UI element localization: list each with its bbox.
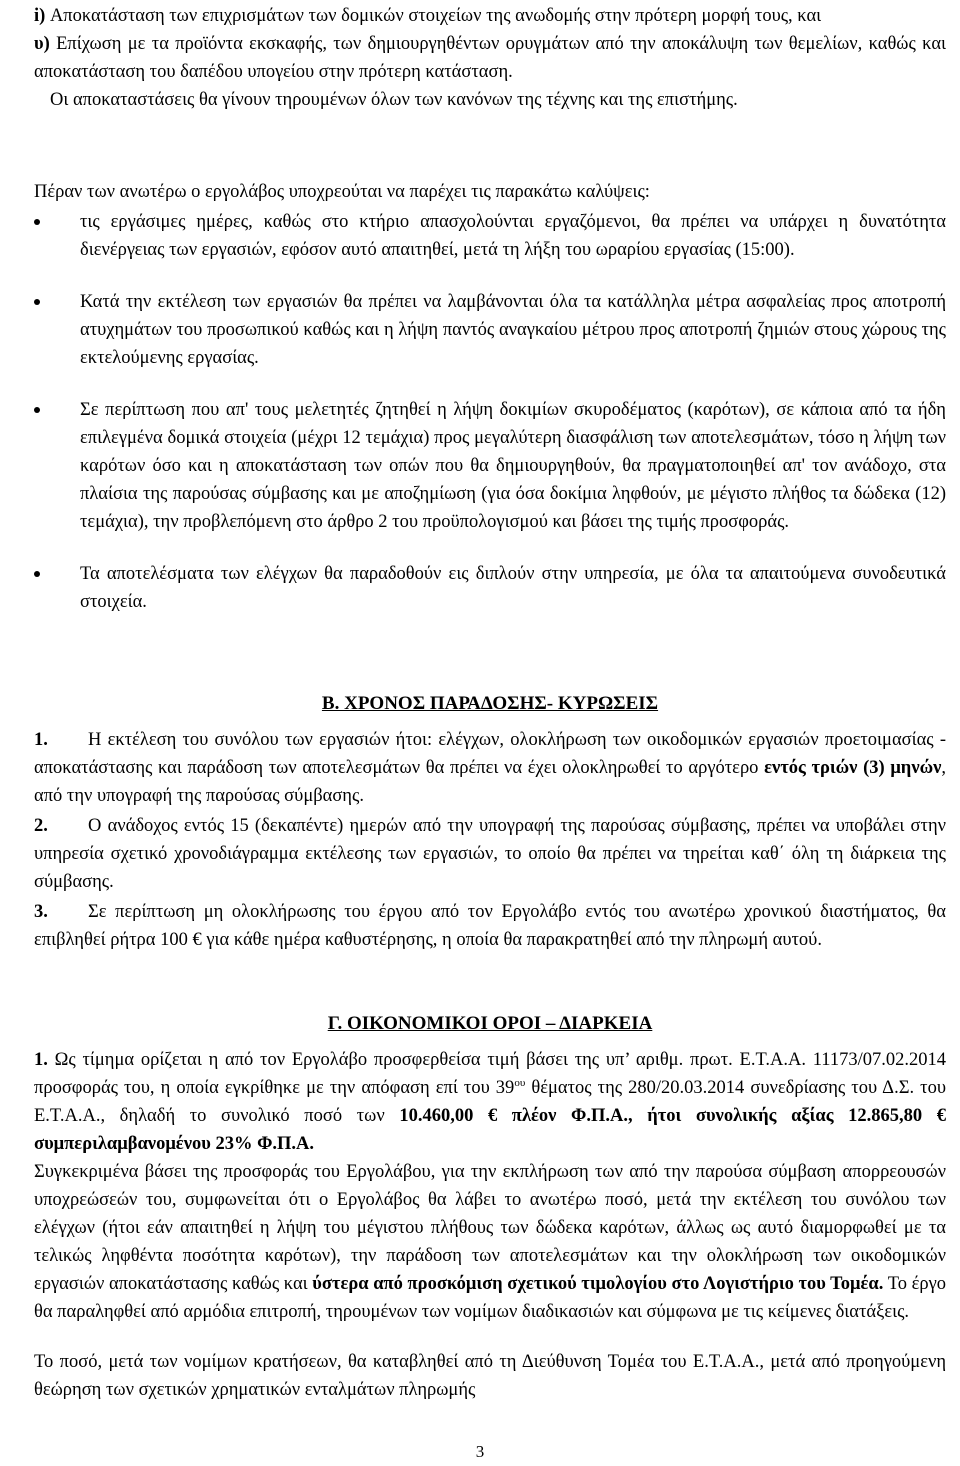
item-number: 1. bbox=[34, 1050, 48, 1070]
item-number: 1. bbox=[34, 730, 48, 750]
bullet-text: Σε περίπτωση που απ' τους μελετητές ζητηθεί η λήψη δοκιμίων σκυροδέματος (καρότων), σε κάποια από τα ήδη επιλεγμένα δομικά στοιχεία (μέχρι 12 τεμάχια) προς μεγαλύτερη διασφάλιση των αποτελεσμάτων, τόσο η λήψη των καρότων όσο και η αποκατάσταση των οπών που θα δημιουργηθούν, θα πραγματοποιηθεί απ' τον ανάδοχο, στα πλαίσια της παρούσας σύμβασης και με αποζημίωση (για όσα δοκίμια ληφθούν, με μέγιστο πλήθος τα δώδεκα (12) τεμάχια), την προβλεπόμενη στο άρθρο 2 του προϋπολογισμού και βάσει της τιμής προσφοράς. bbox=[80, 400, 946, 532]
section-b bbox=[34, 690, 946, 954]
section-c bbox=[34, 1010, 946, 1404]
section-c-item-1: 1. Ως τίμημα ορίζεται η από τον Εργολάβο προσφερθείσα τιμή βάσει της υπ’ αριθμ. πρωτ. Ε.Τ.Α.Α. 11173/07.02.2014 προσφοράς του, η οποία εγκρίθηκε με την απόφαση επί του $39^{o\upsilon}$ θέματος της 280/20.03.2014 συνεδρίασης του Δ.Σ. του Ε.Τ.Α.Α., δηλαδή το συνολικό ποσό των 10.460,00 € πλέον Φ.Π.Α., ήτοι συνολικής αξίας 12.865,80 € συμπεριλαμβανομένου 23% Φ.Π.Α. bbox=[34, 1050, 947, 1154]
restoration-note: Οι αποκαταστάσεις θα γίνουν τηρουμένων όλων των κανόνων της τέχνης και της επιστήμης. bbox=[50, 90, 738, 110]
bullet-item bbox=[34, 288, 946, 372]
ordinal-suffix: ου bbox=[514, 1076, 526, 1089]
invoice-emphasis: ύστερα από προσκόμιση σχετικού τιμολογίου στο Λογιστήριο του Τομέα. bbox=[312, 1274, 884, 1294]
page-number: 3 bbox=[475, 1442, 485, 1461]
bullet-text: τις εργάσιμες ημέρες, καθώς στο κτήριο απασχολούνται εργαζόμενοι, θα πρέπει να υπάρχει η δυνατότητα διενέργειας των εργασιών, εφόσον αυτό απαιτηθεί, μετά τη λήξη του ωραρίου εργασίας (15:00). bbox=[80, 212, 946, 260]
item-i-text: Αποκατάσταση των επιχρισμάτων των δομικών στοιχείων της ανωδομής στην πρότερη μορφή τους, και bbox=[49, 6, 822, 26]
item-i-label: i) bbox=[34, 6, 46, 26]
bullet-item bbox=[34, 208, 946, 264]
bullet-icon bbox=[34, 407, 40, 413]
item-u-text: Επίχωση με τα προϊόντα εκσκαφής, των δημιουργηθέντων ορυγμάτων από την αποκάλυψη των θεμελίων, καθώς και αποκατάσταση του δαπέδου υπογείου στην πρότερη κατάσταση. bbox=[34, 34, 946, 82]
bullet-icon bbox=[34, 219, 40, 225]
top-items bbox=[34, 2, 946, 114]
price-emphasis: 10.460,00 € πλέον Φ.Π.Α., ήτοι συνολικής αξίας 12.865,80 € συμπεριλαμβανομένου 23% Φ.Π.Α. bbox=[34, 1106, 947, 1154]
obligations-intro: Πέραν των ανωτέρω ο εργολάβος υποχρεούται να παρέχει τις παρακάτω καλύψεις: bbox=[34, 182, 650, 202]
section-c-title: Γ. ΟΙΚΟΝΟΜΙΚΟΙ ΟΡΟΙ – ΔΙΑΡΚΕΙΑ bbox=[327, 1013, 653, 1034]
section-b-title: Β. ΧΡΟΝΟΣ ΠΑΡΑΔΟΣΗΣ- ΚΥΡΩΣΕΙΣ bbox=[321, 693, 659, 714]
item-i bbox=[34, 2, 946, 30]
bullet-icon bbox=[34, 299, 40, 305]
deadline-emphasis: εντός τριών (3) μηνών bbox=[764, 758, 942, 778]
bullet-icon bbox=[34, 571, 40, 577]
bullet-text: Κατά την εκτέλεση των εργασιών θα πρέπει να λαμβάνονται όλα τα κατάλληλα μέτρα ασφαλείας προς αποτροπή ατυχημάτων του προσωπικού καθώς και η λήψη παντός αναγκαίου μέτρου προς αποτροπή ζημιών στους χώρους της εκτελούμενης εργασίας. bbox=[80, 292, 946, 368]
section-b-item-2: 2. Ο ανάδοχος εντός 15 (δεκαπέντε) ημερών από την υπογραφή της παρούσας σύμβασης, πρέπει να υποβάλει στην υπηρεσία σχετικό χρονοδιάγραμμα εκτέλεσης των εργασιών, το οποίο θα πρέπει να τηρείται καθ΄ όλη τη διάρκεια της σύμβασης. bbox=[34, 812, 946, 896]
bullet-item bbox=[34, 396, 946, 536]
section-b-item-3: 3. Σε περίπτωση μη ολοκλήρωσης του έργου από τον Εργολάβο εντός του ανωτέρω χρονικού διαστήματος, θα επιβληθεί ρήτρα 100 € για κάθε ημέρα καθυστέρησης, η οποία θα παρακρατηθεί από την πληρωμή αυτού. bbox=[34, 898, 946, 954]
section-b-item-1: 1. Η εκτέλεση του συνόλου των εργασιών ήτοι: ελέγχων, ολοκλήρωση των οικοδομικών εργασιών προετοιμασίας - αποκατάστασης και παράδοση των αποτελεσμάτων θα πρέπει να έχει ολοκληρωθεί το αργότερο εντός τριών (3) μηνών, από την υπογραφή της παρούσας σύμβασης. bbox=[34, 726, 946, 810]
item-u-label: υ) bbox=[34, 34, 50, 54]
item-number: 3. bbox=[34, 902, 48, 922]
obligations-section bbox=[34, 178, 946, 616]
payment-terms: Συγκεκριμένα βάσει της προσφοράς του Εργολάβου, για την εκπλήρωση των από την παρούσα σύμβαση απορρεουσών υποχρεώσεών του, συμφωνείται ότι ο Εργολάβος θα λάβει το ανωτέρω ποσό, μετά την εκτέλεση του συνόλου των ελέγχων (ήτοι εάν απαιτηθεί η λήψη του μέγιστου πλήθους των δώδεκα καρότων, άλλως ως αυτό διαμορφωθεί με τα τελικώς ληφθέντα ποσότητα καρότων), την παράδοση των αποτελεσμάτων και την ολοκλήρωση των οικοδομικών εργασιών αποκατάστασης καθώς και ύστερα από προσκόμιση σχετικού τιμολογίου στο Λογιστήριο του Τομέα. Το έργο θα παραληφθεί από αρμόδια επιτροπή, τηρουμένων των νομίμων διαδικασιών και σύμφωνα με τις κείμενες διατάξεις. bbox=[34, 1162, 947, 1322]
item-u bbox=[34, 30, 946, 86]
item-number: 2. bbox=[34, 816, 48, 836]
bullet-item bbox=[34, 560, 946, 616]
bullet-text: Τα αποτελέσματα των ελέγχων θα παραδοθούν εις διπλούν στην υπηρεσία, με όλα τα απαιτούμενα συνοδευτικά στοιχεία. bbox=[80, 564, 946, 612]
payment-paragraph: Το ποσό, μετά των νομίμων κρατήσεων, θα καταβληθεί από τη Διεύθυνση Τομέα του Ε.Τ.Α.Α., μετά από προηγούμενη θεώρηση των σχετικών χρηματικών ενταλμάτων πληρωμής bbox=[34, 1352, 946, 1400]
